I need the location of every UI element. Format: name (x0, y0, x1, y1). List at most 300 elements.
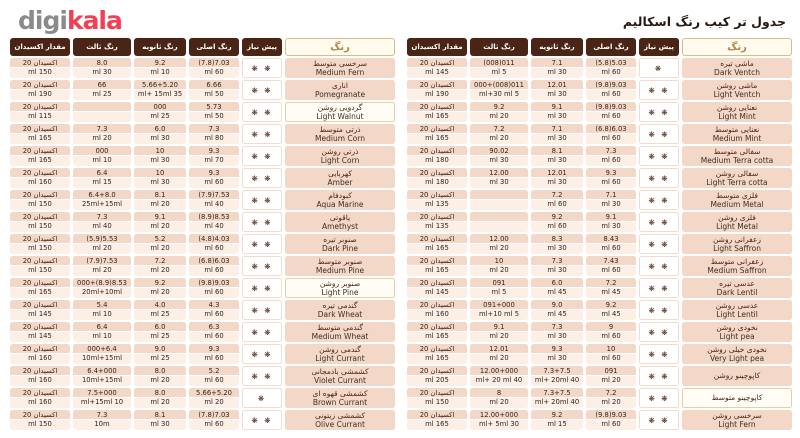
prerequisite-cell (242, 366, 282, 386)
oxidant-cell (10, 278, 70, 298)
secondary-color-amount: 30 ml (134, 156, 186, 166)
third-color-amount (470, 200, 528, 210)
third-color-amount: 5 ml+10 ml (470, 310, 528, 320)
oxidant-amount: 205 ml (407, 376, 467, 386)
secondary-color-amount: 20 ml (134, 222, 186, 232)
oxidant-amount: 190 ml (10, 90, 70, 100)
color-name-en: Light pea (719, 332, 755, 341)
color-name-fa: گندمی تیره (322, 300, 358, 310)
color-name-en: Amber (327, 178, 353, 187)
oxidant-amount: 145 ml (407, 288, 467, 298)
color-name-en: Medium Metal (710, 200, 764, 209)
third-color-cell (470, 234, 528, 254)
flower-icon: ❋ ❋ (648, 305, 670, 315)
flower-icon: ❋ ❋ (648, 393, 670, 403)
table-row (8, 146, 395, 166)
flower-icon: ❋ ❋ (648, 327, 670, 337)
secondary-color-value: 9.2 (134, 278, 186, 288)
oxidant-cell (407, 410, 467, 430)
table-header-right (405, 38, 792, 56)
oxidant-label: اکسیدان 20 (10, 190, 70, 200)
color-name-fa: نعنایی روشن (716, 102, 758, 112)
main-color-cell (189, 102, 239, 122)
table-body-left (8, 58, 395, 430)
color-name-fa: عدسی تیره (719, 278, 755, 288)
main-color-cell (189, 410, 239, 430)
color-name-en: Medium Saffron (707, 266, 767, 275)
table-row (8, 278, 395, 298)
color-name-en: Medium Corn (315, 134, 365, 143)
third-color-amount: 20 ml (470, 134, 528, 144)
secondary-color-cell (134, 168, 186, 188)
main-color-cell (586, 300, 636, 320)
main-color-cell (586, 256, 636, 276)
main-color-value: 7.3 (586, 146, 636, 156)
main-color-amount: 60 ml (189, 266, 239, 276)
oxidant-label: اکسیدان 20 (407, 300, 467, 310)
secondary-color-value: 5.2 (134, 234, 186, 244)
main-color-value: 9.2 (586, 300, 636, 310)
secondary-color-amount: 25 ml (134, 354, 186, 364)
color-name-cell (682, 80, 792, 100)
color-name-fa: گندمی متوسط (317, 322, 363, 332)
main-color-cell (189, 124, 239, 144)
main-color-value: 9.3 (189, 146, 239, 156)
secondary-color-cell (134, 212, 186, 232)
secondary-color-value: 5.66+5.20 (134, 80, 186, 90)
main-color-amount: 60 ml (189, 68, 239, 78)
oxidant-amount: 150 ml (10, 244, 70, 254)
main-color-amount: 60 ml (189, 288, 239, 298)
third-color-amount: 20 ml (470, 112, 528, 122)
third-color-cell (470, 146, 528, 166)
prerequisite-cell (639, 234, 679, 254)
secondary-color-cell (531, 410, 583, 430)
oxidant-cell (407, 388, 467, 408)
main-color-cell (189, 80, 239, 100)
third-color-cell (73, 146, 131, 166)
oxidant-cell (407, 168, 467, 188)
secondary-color-amount: 20 ml (134, 244, 186, 254)
oxidant-cell (10, 366, 70, 386)
main-color-value: 4.03(4.8) (189, 234, 239, 244)
third-color-value: 12.01 (470, 344, 528, 354)
secondary-color-cell (134, 366, 186, 386)
main-color-cell (586, 388, 636, 408)
oxidant-cell (10, 58, 70, 78)
color-name-cell (285, 388, 395, 408)
third-color-amount: 20 ml (470, 332, 528, 342)
table-row (405, 256, 792, 276)
secondary-color-cell (531, 146, 583, 166)
table-row (405, 124, 792, 144)
oxidant-label: اکسیدان 20 (407, 234, 467, 244)
main-color-cell (189, 234, 239, 254)
prerequisite-cell (242, 146, 282, 166)
secondary-color-value: 8.0 (134, 366, 186, 376)
secondary-color-value: 8.1 (531, 146, 583, 156)
oxidant-cell (10, 300, 70, 320)
color-name-en: Light Terra cotta (706, 178, 768, 187)
color-name-fa: نعنایی متوسط (714, 124, 760, 134)
third-color-value: 12.00 (470, 168, 528, 178)
oxidant-cell (10, 322, 70, 342)
secondary-color-amount: 60 ml (531, 200, 583, 210)
color-name-fa: کشمشی قهوه ای (312, 388, 368, 398)
color-name-en: Dark Lentil (716, 288, 758, 297)
color-name-fa: کشمشی زیتونی (314, 410, 366, 420)
oxidant-label: اکسیدان 20 (10, 146, 70, 156)
main-color-cell (586, 58, 636, 78)
third-color-amount: 25 ml (73, 90, 131, 100)
secondary-color-value: 9.2 (134, 58, 186, 68)
color-name-en: Light Walnut (316, 112, 364, 121)
color-name-fa: گندمی روشن (319, 344, 361, 354)
main-color-amount: 60 ml (189, 332, 239, 342)
color-name-cell (285, 124, 395, 144)
mixing-tables (8, 38, 792, 432)
secondary-color-cell (134, 102, 186, 122)
oxidant-cell (407, 146, 467, 166)
main-color-amount: 60 ml (586, 244, 636, 254)
third-color-value: 6.4+8.0 (73, 190, 131, 200)
secondary-color-amount: 20 ml (134, 398, 186, 408)
color-name-fa: سفالی روشن (715, 168, 759, 178)
oxidant-label: اکسیدان 20 (10, 168, 70, 178)
color-name-fa: صنوبر تیره (323, 234, 357, 244)
main-color-cell (586, 344, 636, 364)
third-color-cell (73, 212, 131, 232)
secondary-color-value: 7.1 (531, 58, 583, 68)
main-color-amount: 50 ml (189, 90, 239, 100)
oxidant-amount: 160 ml (10, 398, 70, 408)
color-name-cell (682, 366, 792, 386)
oxidant-amount: 150 ml (10, 222, 70, 232)
secondary-color-cell (134, 58, 186, 78)
oxidant-label: اکسیدان 20 (407, 344, 467, 354)
oxidant-amount: 165 ml (407, 354, 467, 364)
third-color-value: 6.4 (73, 168, 131, 178)
oxidant-label: اکسیدان 20 (407, 410, 467, 420)
color-name-cell (682, 388, 792, 408)
main-color-amount: 60 ml (586, 354, 636, 364)
secondary-color-amount: 30 ml (531, 68, 583, 78)
main-color-cell (586, 366, 636, 386)
third-color-value: 66 (73, 80, 131, 90)
color-name-fa: کاپوچینو متوسط (711, 393, 763, 403)
main-color-value: 7.1 (586, 190, 636, 200)
secondary-color-cell (531, 124, 583, 144)
main-color-amount: 20 ml (586, 376, 636, 386)
secondary-color-amount: 30 ml (531, 178, 583, 188)
color-name-cell (682, 300, 792, 320)
color-name-cell (285, 300, 395, 320)
oxidant-amount: 160 ml (10, 354, 70, 364)
table-row (405, 300, 792, 320)
oxidant-label: اکسیدان 20 (407, 102, 467, 112)
secondary-color-cell (531, 278, 583, 298)
oxidant-cell (407, 322, 467, 342)
prerequisite-cell (639, 410, 679, 430)
main-color-amount: 60 ml (586, 112, 636, 122)
table-row (405, 168, 792, 188)
flower-icon: ❋ ❋ (251, 151, 273, 161)
table-row (405, 102, 792, 122)
oxidant-label: اکسیدان 20 (407, 168, 467, 178)
color-name-cell (285, 410, 395, 430)
oxidant-label: اکسیدان 20 (407, 190, 467, 200)
main-color-cell (586, 80, 636, 100)
table-row (8, 300, 395, 320)
color-name-cell (285, 212, 395, 232)
flower-icon: ❋ ❋ (251, 195, 273, 205)
table-row (405, 234, 792, 254)
main-color-cell (189, 168, 239, 188)
secondary-color-value: 6.0 (134, 322, 186, 332)
secondary-color-value: 9.3 (531, 344, 583, 354)
third-color-amount: 20ml+10ml (73, 288, 131, 298)
main-color-value: 9.1 (586, 212, 636, 222)
oxidant-amount: 145 ml (10, 310, 70, 320)
color-name-fa: فلزی متوسط (715, 190, 759, 200)
oxidant-cell (407, 190, 467, 210)
third-color-cell (73, 322, 131, 342)
header-third-color: رنگ ثالث (470, 38, 528, 56)
main-color-amount: 60 ml (189, 376, 239, 386)
main-color-cell (586, 102, 636, 122)
color-name-en: Dark Wheat (317, 310, 363, 319)
flower-icon: ❋ ❋ (251, 261, 273, 271)
color-name-en: Light Ventch (713, 90, 761, 99)
oxidant-cell (407, 344, 467, 364)
flower-icon: ❋ (654, 63, 664, 73)
oxidant-label: اکسیدان 20 (10, 388, 70, 398)
third-color-value: 000+6.4 (73, 344, 131, 354)
third-color-cell (73, 234, 131, 254)
color-name-en: Light Metal (716, 222, 758, 231)
oxidant-label: اکسیدان 20 (407, 80, 467, 90)
third-color-cell (470, 300, 528, 320)
secondary-color-value: 7.3 (531, 322, 583, 332)
color-name-cell (682, 190, 792, 210)
prerequisite-cell (242, 322, 282, 342)
color-name-fa: یاقوتی (329, 212, 351, 222)
oxidant-label: اکسیدان 20 (10, 300, 70, 310)
main-color-cell (189, 388, 239, 408)
third-color-cell (470, 124, 528, 144)
main-color-amount: 45 ml (586, 310, 636, 320)
oxidant-label: اکسیدان 20 (10, 410, 70, 420)
oxidant-label: اکسیدان 20 (10, 366, 70, 376)
oxidant-cell (10, 168, 70, 188)
main-color-amount: 20 ml (586, 398, 636, 408)
table-row (405, 366, 792, 386)
third-color-amount: 20 ml (470, 244, 528, 254)
third-color-amount: 30 ml+ 5ml (470, 420, 528, 430)
oxidant-label: اکسیدان 20 (407, 146, 467, 156)
header-color: رنگ (682, 38, 792, 56)
secondary-color-value: 7.3+7.5 (531, 366, 583, 376)
color-name-en: Light Currant (315, 354, 365, 363)
oxidant-cell (10, 234, 70, 254)
third-color-amount: 30 ml (470, 156, 528, 166)
flower-icon: ❋ ❋ (648, 217, 670, 227)
header-color: رنگ (285, 38, 395, 56)
secondary-color-value: 6.0 (531, 278, 583, 288)
third-color-cell (470, 102, 528, 122)
color-name-cell (285, 256, 395, 276)
color-name-fa: سفالی متوسط (713, 146, 761, 156)
third-color-cell (73, 278, 131, 298)
third-color-cell (73, 366, 131, 386)
prerequisite-cell (639, 80, 679, 100)
table-row (8, 366, 395, 386)
table-row (405, 388, 792, 408)
secondary-color-value: 7.2 (134, 256, 186, 266)
color-name-fa: سرخسی متوسط (313, 58, 367, 68)
header-oxidant-amount: مقدار اکسیدان (407, 38, 467, 56)
main-color-value: 6.66 (189, 80, 239, 90)
third-color-amount: 30 ml (73, 68, 131, 78)
oxidant-cell (10, 146, 70, 166)
oxidant-cell (407, 124, 467, 144)
color-name-fa: ماشی تیره (720, 58, 754, 68)
secondary-color-value: 9.2 (531, 212, 583, 222)
flower-icon: ❋ ❋ (648, 261, 670, 271)
oxidant-cell (10, 410, 70, 430)
third-color-value: 8.0 (73, 58, 131, 68)
secondary-color-amount: 30 ml (134, 134, 186, 144)
main-color-value: 9.03(9.8) (586, 410, 636, 420)
secondary-color-value: 8.1 (134, 410, 186, 420)
secondary-color-cell (134, 80, 186, 100)
main-color-value: 7.43 (586, 256, 636, 266)
table-row (405, 80, 792, 100)
secondary-color-amount: 20 ml (134, 376, 186, 386)
main-color-amount: 70 ml (189, 156, 239, 166)
color-name-cell (285, 322, 395, 342)
third-color-cell (470, 212, 528, 232)
flower-icon: ❋ ❋ (251, 283, 273, 293)
flower-icon: ❋ ❋ (648, 85, 670, 95)
third-color-amount: 10ml+15ml (73, 354, 131, 364)
color-name-en: Amethyst (321, 222, 359, 231)
oxidant-amount: 180 ml (407, 178, 467, 188)
oxidant-amount: 165 ml (407, 332, 467, 342)
oxidant-cell (407, 366, 467, 386)
main-color-value: 8.53(8.9) (189, 212, 239, 222)
oxidant-label: اکسیدان 20 (10, 256, 70, 266)
oxidant-cell (407, 80, 467, 100)
secondary-color-cell (531, 190, 583, 210)
table-row (8, 102, 395, 122)
flower-icon: ❋ ❋ (251, 349, 273, 359)
color-name-cell (285, 344, 395, 364)
secondary-color-cell (134, 410, 186, 430)
main-color-value: 9.03(9.8) (189, 278, 239, 288)
third-color-value (470, 190, 528, 200)
digikala-logo (18, 8, 122, 34)
oxidant-amount: 135 ml (407, 200, 467, 210)
secondary-color-value: 9.0 (531, 300, 583, 310)
main-color-value: 7.3 (189, 124, 239, 134)
header-secondary-color: رنگ ثانویه (531, 38, 583, 56)
color-name-cell (682, 146, 792, 166)
third-color-amount: 30 ml (470, 178, 528, 188)
oxidant-cell (407, 212, 467, 232)
secondary-color-cell (531, 300, 583, 320)
third-color-value: 90.02 (470, 146, 528, 156)
third-color-amount: 10ml+15ml (73, 376, 131, 386)
table-row (405, 410, 792, 430)
logo-part-kala: kala (66, 6, 122, 35)
secondary-color-amount: 30 ml (531, 112, 583, 122)
table-row (8, 388, 395, 408)
main-color-value: 9.3 (189, 168, 239, 178)
flower-icon: ❋ (257, 393, 267, 403)
color-name-en: Pomegranate (314, 90, 366, 99)
secondary-color-amount: 30 ml (531, 354, 583, 364)
prerequisite-cell (639, 366, 679, 386)
main-color-amount: 60 ml (189, 178, 239, 188)
third-color-amount: 20 ml (73, 266, 131, 276)
third-color-value: 011(008) (470, 58, 528, 68)
third-color-cell (470, 388, 528, 408)
third-color-cell (470, 366, 528, 386)
secondary-color-amount: 30 ml (531, 134, 583, 144)
color-name-en: Light Saffron (713, 244, 761, 253)
oxidant-cell (407, 300, 467, 320)
main-color-cell (586, 278, 636, 298)
color-name-en: Light Fern (718, 420, 756, 429)
color-name-fa: ماشی روشن (716, 80, 758, 90)
oxidant-cell (10, 102, 70, 122)
oxidant-label: اکسیدان 20 (10, 344, 70, 354)
third-color-cell (73, 58, 131, 78)
main-color-value: 9.03(9.8) (586, 102, 636, 112)
color-name-en: Light Corn (320, 156, 360, 165)
prerequisite-cell (242, 278, 282, 298)
prerequisite-cell (242, 124, 282, 144)
secondary-color-cell (134, 278, 186, 298)
third-color-amount: 10m (73, 420, 131, 430)
color-name-cell (682, 124, 792, 144)
third-color-value: 6.4 (73, 322, 131, 332)
prerequisite-cell (242, 80, 282, 100)
oxidant-label: اکسیدان 20 (407, 124, 467, 134)
main-color-cell (189, 146, 239, 166)
secondary-color-cell (134, 322, 186, 342)
secondary-color-cell (134, 234, 186, 254)
third-color-cell (73, 344, 131, 364)
main-color-amount: 60 ml (586, 420, 636, 430)
table-row (8, 234, 395, 254)
third-color-value: 9.2 (470, 102, 528, 112)
table-row (8, 410, 395, 430)
prerequisite-cell (639, 300, 679, 320)
flower-icon: ❋ ❋ (648, 239, 670, 249)
main-color-value: 6.03(6.8) (586, 124, 636, 134)
flower-icon: ❋ ❋ (251, 415, 273, 425)
third-color-amount: 20 ml (73, 244, 131, 254)
secondary-color-value: 10 (134, 168, 186, 178)
secondary-color-value: 7.3+7.5 (531, 388, 583, 398)
oxidant-amount: 145 ml (10, 332, 70, 342)
third-color-amount: 10 ml (73, 156, 131, 166)
main-color-cell (586, 212, 636, 232)
third-color-amount: 40 ml (73, 222, 131, 232)
third-color-cell (470, 80, 528, 100)
